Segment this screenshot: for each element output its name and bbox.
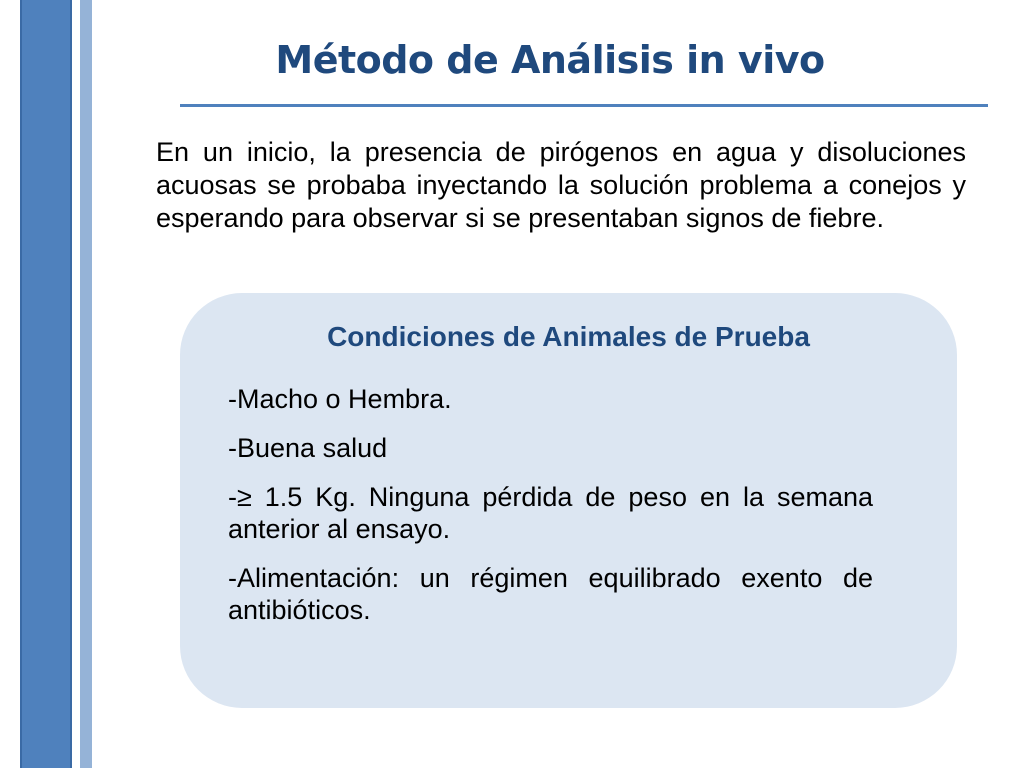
conditions-panel: [180, 293, 957, 708]
conditions-heading: Condiciones de Animales de Prueba: [327, 321, 810, 352]
condition-diet: -Alimentación: un régimen equilibrado exento de antibióticos.: [228, 563, 873, 625]
intro-paragraph: En un inicio, la presencia de pirógenos en agua y disoluciones acuosas se probaba inyectando la solución problema a conejos y esperando para observar si se presentaban signos de fiebre.: [156, 137, 966, 233]
condition-health: -Buena salud: [228, 433, 388, 463]
condition-sex: -Macho o Hembra.: [228, 384, 452, 414]
decorative-sidebar-bar: [20, 0, 72, 768]
decorative-sidebar-stripe: [80, 0, 92, 768]
condition-weight: -≥ 1.5 Kg. Ninguna pérdida de peso en la semana anterior al ensayo.: [228, 482, 873, 544]
title-underline: [180, 104, 988, 107]
slide-title: Método de Análisis in vivo: [275, 38, 825, 82]
